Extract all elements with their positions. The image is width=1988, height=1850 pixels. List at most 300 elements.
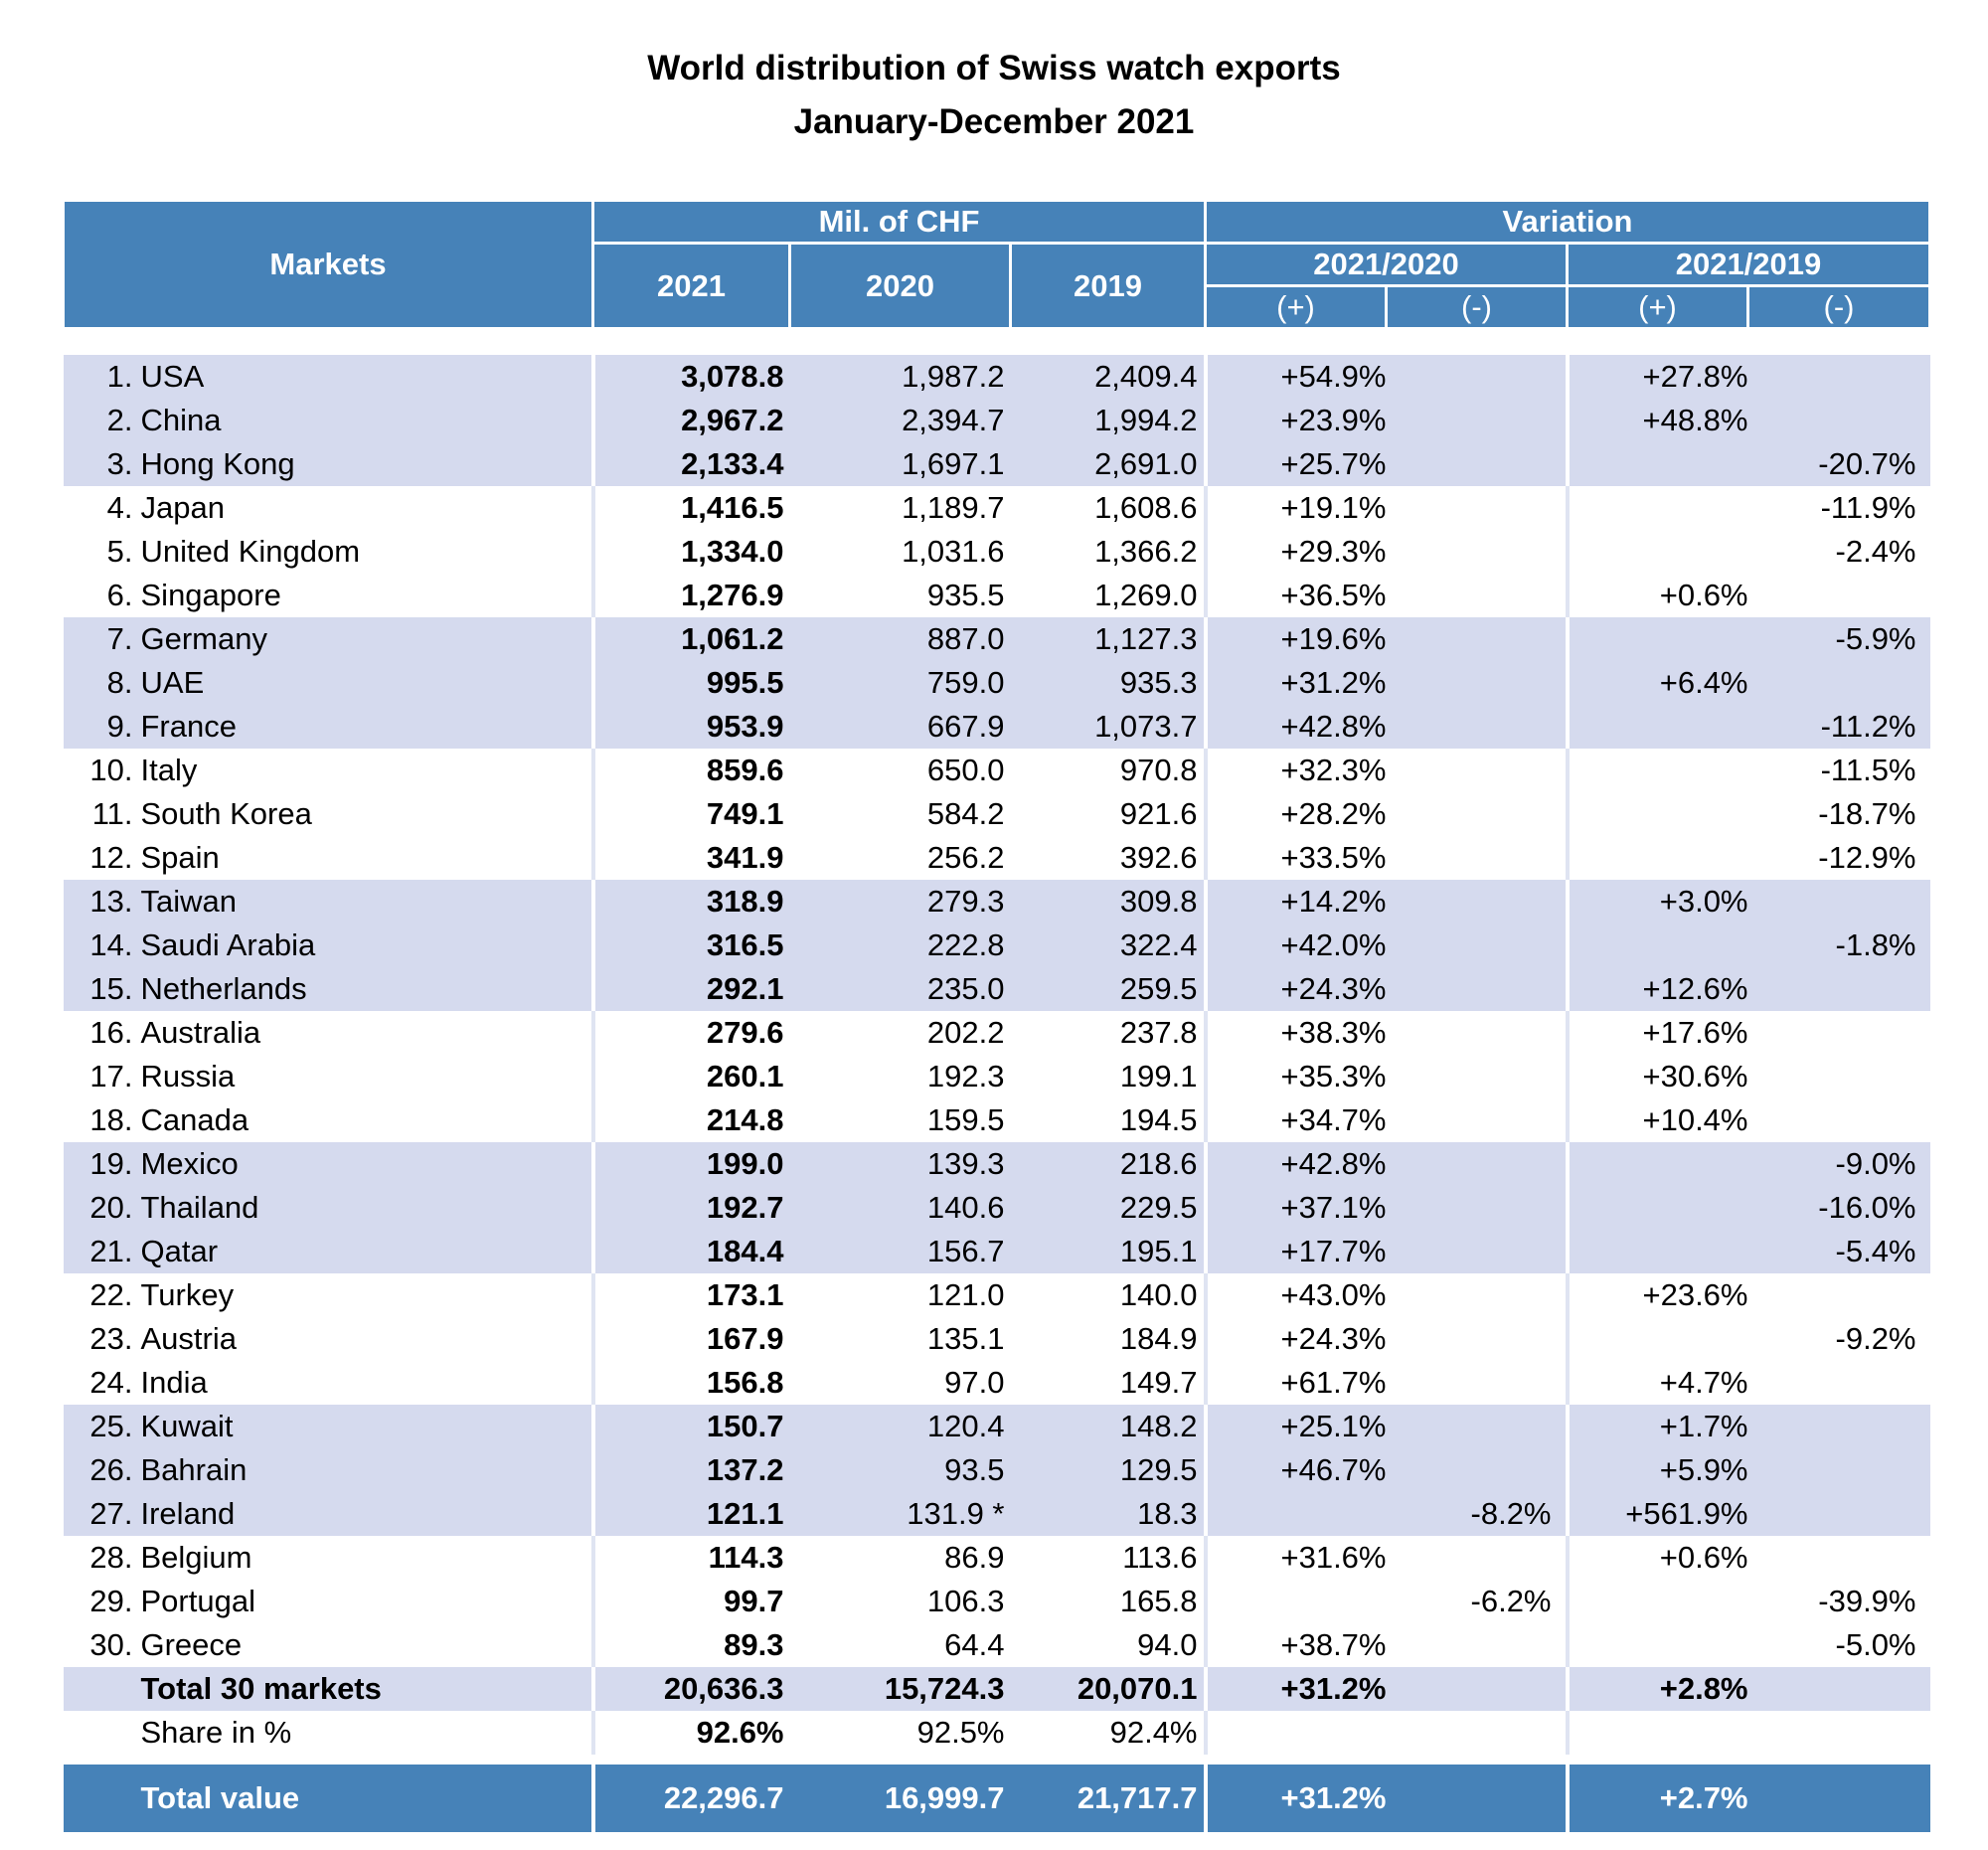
value-2020: 140.6: [790, 1186, 1011, 1230]
total-value-var-minus-2019: [1748, 1765, 1930, 1832]
table-row: [64, 836, 1930, 880]
table-row: [64, 1405, 1930, 1448]
value-2019: 140.0: [1119, 1277, 1198, 1312]
var-minus-2019: -9.0%: [1748, 1142, 1930, 1186]
var-minus-2019: [1748, 1098, 1930, 1142]
market-rank: 26.: [89, 1452, 133, 1487]
var-plus-2020: +32.3%: [1206, 749, 1387, 792]
var-minus-2019: -5.9%: [1748, 617, 1930, 661]
value-2019: 322.4: [1011, 924, 1206, 967]
market-name: Germany: [140, 621, 267, 656]
var-plus-2020: +17.7%: [1206, 1230, 1387, 1273]
table-row: [64, 1448, 1930, 1492]
total-30-var-plus-2020: +31.2%: [1206, 1667, 1387, 1711]
market-rank: 1.: [106, 359, 133, 394]
var-minus-2020: [1387, 1623, 1568, 1667]
var-minus-2019: -20.7%: [1748, 442, 1930, 486]
header-variation: Variation: [1206, 201, 1930, 244]
var-minus-2020: [1387, 749, 1568, 792]
table-row: [64, 530, 1930, 574]
var-plus-2019: [1568, 1580, 1748, 1623]
var-plus-2020: +31.6%: [1206, 1536, 1387, 1580]
var-minus-2020: [1387, 661, 1568, 705]
total-value-var-minus-2020: [1387, 1765, 1568, 1832]
var-minus-2020: [1387, 1186, 1568, 1230]
market-rank: 14.: [89, 927, 133, 962]
market-name: Hong Kong: [140, 446, 295, 481]
value-2020: 97.0: [944, 1365, 1005, 1400]
value-2019: 165.8: [1119, 1584, 1198, 1618]
market-name: Taiwan: [140, 884, 237, 919]
var-plus-2020: +25.1%: [1206, 1405, 1387, 1448]
var-plus-2020: +19.6%: [1206, 617, 1387, 661]
market-cell: [64, 1011, 593, 1055]
total-value-2020: 16,999.7: [790, 1765, 1011, 1832]
market-name: Thailand: [140, 1190, 259, 1225]
header-minus-2020: (-): [1387, 286, 1568, 329]
market-cell: [64, 749, 593, 792]
var-minus-2019: [1748, 1405, 1930, 1448]
table-row: [64, 661, 1930, 705]
var-minus-2019: -11.5%: [1820, 753, 1916, 787]
header-var-2021-2020: 2021/2020: [1206, 244, 1568, 286]
header-mil-chf: Mil. of CHF: [593, 201, 1206, 244]
value-2020: 279.3: [790, 880, 1011, 924]
value-2019: 18.3: [1011, 1492, 1206, 1536]
value-2021: 2,133.4: [593, 442, 790, 486]
value-2020: 1,189.7: [902, 490, 1005, 525]
market-name: China: [140, 403, 222, 437]
table-row: [64, 1230, 1930, 1273]
table-row: [64, 880, 1930, 924]
value-2021: 114.3: [593, 1536, 790, 1580]
var-plus-2019: [1568, 924, 1748, 967]
var-plus-2019: +30.6%: [1568, 1055, 1748, 1098]
table-row: [64, 442, 1930, 486]
market-cell: [64, 1580, 593, 1623]
var-plus-2020: +42.8%: [1206, 1142, 1387, 1186]
market-rank: 20.: [89, 1190, 133, 1225]
market-name: South Korea: [140, 796, 312, 831]
value-2020: 93.5: [790, 1448, 1011, 1492]
var-minus-2020: [1387, 1273, 1568, 1317]
market-rank: 15.: [89, 971, 133, 1006]
market-cell: [64, 1492, 593, 1536]
market-rank: 13.: [89, 884, 133, 919]
var-plus-2019: [1568, 1186, 1748, 1230]
table-row: [64, 617, 1930, 661]
market-rank: 25.: [89, 1409, 133, 1443]
var-minus-2020: [1387, 1142, 1568, 1186]
value-2020: 156.7: [790, 1230, 1011, 1273]
value-2019: 218.6: [1011, 1142, 1206, 1186]
var-minus-2020: -6.2%: [1470, 1584, 1552, 1618]
var-minus-2019: [1748, 355, 1930, 399]
table-row: [64, 705, 1930, 749]
var-minus-2019: [1748, 880, 1930, 924]
var-plus-2020: +42.8%: [1206, 705, 1387, 749]
var-plus-2020: +28.2%: [1206, 792, 1387, 836]
var-plus-2019: +17.6%: [1568, 1011, 1748, 1055]
table-row: [64, 1536, 1930, 1580]
table-row: [64, 1273, 1930, 1317]
total-30-2020: 15,724.3: [790, 1667, 1011, 1711]
value-2019: 148.2: [1011, 1405, 1206, 1448]
value-2021: 199.0: [593, 1142, 790, 1186]
share-row: [64, 1711, 1930, 1755]
total-30-2019: 20,070.1: [1011, 1667, 1206, 1711]
market-rank: 24.: [89, 1365, 133, 1400]
market-cell: [64, 1405, 593, 1448]
var-plus-2019: +4.7%: [1568, 1361, 1748, 1405]
var-plus-2020: +37.1%: [1206, 1186, 1387, 1230]
var-plus-2019: [1568, 749, 1748, 792]
share-2019: 92.4%: [1011, 1711, 1206, 1755]
value-2020: 759.0: [790, 661, 1011, 705]
market-name: Saudi Arabia: [140, 927, 316, 962]
var-minus-2019: -12.9%: [1818, 840, 1916, 875]
var-minus-2019: [1748, 574, 1930, 617]
var-plus-2020: +54.9%: [1206, 355, 1387, 399]
header-plus-2020: (+): [1206, 286, 1387, 329]
var-minus-2019: [1748, 1448, 1930, 1492]
market-cell: [64, 355, 593, 399]
value-2020: 86.9: [944, 1540, 1005, 1575]
market-name: Canada: [140, 1102, 249, 1137]
var-minus-2020: [1387, 442, 1568, 486]
var-plus-2020: +25.7%: [1206, 442, 1387, 486]
total-value-2021: 22,296.7: [593, 1765, 790, 1832]
value-2019: 970.8: [1119, 753, 1198, 787]
var-minus-2020: [1387, 1361, 1568, 1405]
var-minus-2019: -5.4%: [1748, 1230, 1930, 1273]
value-2020: 887.0: [790, 617, 1011, 661]
var-minus-2019: [1748, 1536, 1930, 1580]
var-minus-2019: [1748, 399, 1930, 442]
var-plus-2019: [1568, 1623, 1748, 1667]
market-rank: 21.: [89, 1234, 133, 1268]
table-row: [64, 486, 1930, 530]
var-minus-2019: -39.9%: [1818, 1584, 1916, 1618]
market-cell: [64, 1536, 593, 1580]
table-summary: [64, 1667, 1930, 1832]
value-2021: 1,061.2: [593, 617, 790, 661]
market-rank: 2.: [106, 403, 133, 437]
value-2020: 667.9: [790, 705, 1011, 749]
var-minus-2020: [1387, 1405, 1568, 1448]
share-cell: [64, 1711, 593, 1755]
market-cell: [64, 1317, 593, 1361]
market-rank: 11.: [91, 796, 133, 831]
value-2020: 120.4: [790, 1405, 1011, 1448]
header-2021: 2021: [593, 244, 790, 329]
var-minus-2019: -5.0%: [1835, 1627, 1916, 1662]
var-plus-2020: +43.0%: [1206, 1273, 1387, 1317]
market-rank: 5.: [106, 534, 133, 569]
market-name: USA: [140, 359, 205, 394]
value-2020: 139.3: [790, 1142, 1011, 1186]
total-30-row: [64, 1667, 1930, 1711]
table-row: [64, 924, 1930, 967]
header-var-2021-2019: 2021/2019: [1568, 244, 1930, 286]
var-minus-2020: [1387, 792, 1568, 836]
var-minus-2019: -11.9%: [1820, 490, 1916, 525]
market-rank: 6.: [106, 578, 133, 612]
var-minus-2020: [1387, 1536, 1568, 1580]
value-2021: 260.1: [593, 1055, 790, 1098]
total-value-label: Total value: [140, 1780, 300, 1815]
table-row: [64, 1492, 1930, 1536]
table-row: [64, 749, 1930, 792]
var-minus-2019: -18.7%: [1818, 796, 1916, 831]
var-plus-2020: +34.7%: [1206, 1098, 1387, 1142]
value-2019: 149.7: [1119, 1365, 1198, 1400]
var-plus-2020: +24.3%: [1206, 1317, 1387, 1361]
var-minus-2019: [1748, 1361, 1930, 1405]
var-minus-2019: [1748, 1492, 1930, 1536]
var-minus-2020: [1387, 705, 1568, 749]
var-plus-2019: +27.8%: [1568, 355, 1748, 399]
market-cell: [64, 442, 593, 486]
var-plus-2019: +48.8%: [1568, 399, 1748, 442]
market-name: Italy: [140, 753, 198, 787]
value-2021: 192.7: [593, 1186, 790, 1230]
total-30-label: Total 30 markets: [140, 1671, 382, 1706]
var-minus-2020: [1387, 880, 1568, 924]
value-2020: 192.3: [926, 1059, 1005, 1093]
value-2021: 173.1: [593, 1273, 790, 1317]
table-row: [64, 1361, 1930, 1405]
total-value-2019: 21,717.7: [1011, 1765, 1206, 1832]
value-2019: 1,608.6: [1094, 490, 1198, 525]
table-row: [64, 1055, 1930, 1098]
var-plus-2020: +42.0%: [1206, 924, 1387, 967]
market-name: Mexico: [140, 1146, 239, 1181]
var-plus-2019: +0.6%: [1568, 574, 1748, 617]
value-2019: 184.9: [1119, 1321, 1198, 1356]
value-2019: 195.1: [1011, 1230, 1206, 1273]
market-cell: [64, 1098, 593, 1142]
value-2020: 222.8: [790, 924, 1011, 967]
value-2021: 953.9: [593, 705, 790, 749]
var-minus-2020: [1387, 1055, 1568, 1098]
market-name: Netherlands: [140, 971, 307, 1006]
var-plus-2019: [1568, 486, 1748, 530]
var-plus-2019: [1568, 1317, 1748, 1361]
market-rank: 28.: [89, 1540, 133, 1575]
value-2020: 935.5: [926, 578, 1005, 612]
total-value-cell: [64, 1765, 593, 1832]
header-2020: 2020: [790, 244, 1011, 329]
value-2021: 341.9: [593, 836, 790, 880]
share-label: Share in %: [140, 1715, 292, 1750]
market-cell: [64, 1623, 593, 1667]
market-cell: [64, 399, 593, 442]
var-minus-2020: [1387, 617, 1568, 661]
var-minus-2019: -2.4%: [1835, 534, 1916, 569]
var-minus-2020: [1387, 1230, 1568, 1273]
market-rank: 27.: [89, 1496, 133, 1531]
market-name: Portugal: [140, 1584, 255, 1618]
table-row: [64, 1623, 1930, 1667]
share-var-minus-2020: [1387, 1711, 1568, 1755]
value-2021: 995.5: [593, 661, 790, 705]
market-cell: [64, 1055, 593, 1098]
header-markets: Markets: [64, 201, 593, 329]
value-2021: 184.4: [593, 1230, 790, 1273]
market-cell: [64, 617, 593, 661]
var-minus-2019: [1748, 1273, 1930, 1317]
var-plus-2019: [1568, 1230, 1748, 1273]
var-plus-2019: +6.4%: [1568, 661, 1748, 705]
market-name: Russia: [140, 1059, 236, 1093]
total-30-var-plus-2019: +2.8%: [1568, 1667, 1748, 1711]
var-minus-2019: [1748, 1055, 1930, 1098]
var-plus-2019: +5.9%: [1568, 1448, 1748, 1492]
var-plus-2019: +1.7%: [1568, 1405, 1748, 1448]
value-2021: 150.7: [593, 1405, 790, 1448]
market-cell: [64, 661, 593, 705]
market-name: Qatar: [140, 1234, 219, 1268]
market-rank: 12.: [89, 840, 133, 875]
value-2020: 256.2: [926, 840, 1005, 875]
value-2021: 2,967.2: [593, 399, 790, 442]
var-plus-2019: +0.6%: [1568, 1536, 1748, 1580]
value-2020: 584.2: [926, 796, 1005, 831]
value-2019: 1,269.0: [1094, 578, 1198, 612]
var-plus-2020: +38.3%: [1206, 1011, 1387, 1055]
var-plus-2020: +19.1%: [1206, 486, 1387, 530]
value-2020: 235.0: [790, 967, 1011, 1011]
value-2021: 1,334.0: [593, 530, 790, 574]
var-minus-2019: -1.8%: [1748, 924, 1930, 967]
market-rank: 30.: [89, 1627, 133, 1662]
value-2020: 1,697.1: [790, 442, 1011, 486]
var-minus-2020: [1387, 355, 1568, 399]
value-2021: 318.9: [593, 880, 790, 924]
var-minus-2020: [1387, 924, 1568, 967]
value-2020: 1,031.6: [902, 534, 1005, 569]
total-30-var-minus-2020: [1387, 1667, 1568, 1711]
share-2021: 92.6%: [593, 1711, 790, 1755]
value-2019: 94.0: [1137, 1627, 1198, 1662]
market-cell: [64, 836, 593, 880]
total-30-2021: 20,636.3: [593, 1667, 790, 1711]
table-row: [64, 1317, 1930, 1361]
var-plus-2019: +10.4%: [1568, 1098, 1748, 1142]
var-plus-2019: +12.6%: [1568, 967, 1748, 1011]
market-name: Belgium: [140, 1540, 252, 1575]
var-plus-2020: +36.5%: [1206, 574, 1387, 617]
market-name: Kuwait: [140, 1409, 234, 1443]
value-2020: 106.3: [926, 1584, 1005, 1618]
page-title: World distribution of Swiss watch exports: [647, 49, 1341, 87]
market-rank: 22.: [89, 1277, 133, 1312]
market-cell: [64, 1361, 593, 1405]
market-rank: 17.: [89, 1059, 133, 1093]
var-minus-2020: [1387, 1317, 1568, 1361]
market-name: Turkey: [140, 1277, 235, 1312]
market-rank: 19.: [89, 1146, 133, 1181]
market-cell: [64, 1230, 593, 1273]
market-name: Austria: [140, 1321, 237, 1356]
market-name: Australia: [140, 1015, 261, 1050]
market-name: Ireland: [140, 1496, 236, 1531]
share-var-plus-2019: [1568, 1711, 1748, 1755]
value-2021: 749.1: [593, 792, 790, 836]
value-2021: 1,276.9: [593, 574, 790, 617]
market-cell: [64, 530, 593, 574]
var-plus-2019: +3.0%: [1568, 880, 1748, 924]
header-2019: 2019: [1011, 244, 1206, 329]
value-2021: 99.7: [593, 1580, 790, 1623]
exports-table: [62, 199, 1931, 1832]
var-minus-2020: [1387, 530, 1568, 574]
var-plus-2020: +35.3%: [1206, 1055, 1387, 1098]
page-subtitle: January-December 2021: [793, 102, 1195, 141]
market-name: Bahrain: [140, 1452, 248, 1487]
market-cell: [64, 1142, 593, 1186]
value-2019: 2,691.0: [1011, 442, 1206, 486]
var-plus-2020: +31.2%: [1206, 661, 1387, 705]
value-2019: 237.8: [1119, 1015, 1198, 1050]
var-plus-2019: [1568, 836, 1748, 880]
value-2021: 89.3: [593, 1623, 790, 1667]
table-row: [64, 1011, 1930, 1055]
value-2019: 392.6: [1119, 840, 1198, 875]
var-minus-2020: [1387, 1448, 1568, 1492]
market-name: Spain: [140, 840, 220, 875]
var-minus-2019: -11.2%: [1748, 705, 1930, 749]
value-2019: 309.8: [1011, 880, 1206, 924]
var-minus-2020: -8.2%: [1387, 1492, 1568, 1536]
table-header: [64, 201, 1930, 329]
market-cell: [64, 880, 593, 924]
var-minus-2020: [1387, 836, 1568, 880]
market-name: India: [140, 1365, 208, 1400]
market-cell: [64, 924, 593, 967]
var-minus-2020: [1387, 1098, 1568, 1142]
header-plus-2019: (+): [1568, 286, 1748, 329]
share-var-minus-2019: [1748, 1711, 1930, 1755]
market-rank: 4.: [106, 490, 133, 525]
total-value-row: [64, 1765, 1930, 1832]
var-plus-2020: +33.5%: [1206, 836, 1387, 880]
var-minus-2020: [1387, 486, 1568, 530]
table-body: [64, 329, 1930, 1668]
var-plus-2020: [1206, 1580, 1387, 1623]
var-minus-2019: -16.0%: [1748, 1186, 1930, 1230]
var-plus-2020: +24.3%: [1206, 967, 1387, 1011]
title-block: [0, 42, 1988, 149]
var-plus-2019: +23.6%: [1568, 1273, 1748, 1317]
value-2020: 650.0: [926, 753, 1005, 787]
table-row: [64, 967, 1930, 1011]
value-2019: 113.6: [1122, 1540, 1198, 1575]
table-row: [64, 1186, 1930, 1230]
value-2021: 1,416.5: [593, 486, 790, 530]
market-name: UAE: [140, 665, 205, 700]
value-2019: 1,994.2: [1011, 399, 1206, 442]
share-2020: 92.5%: [790, 1711, 1011, 1755]
total-value-var-plus-2019: +2.7%: [1568, 1765, 1748, 1832]
market-cell: [64, 1273, 593, 1317]
market-name: United Kingdom: [140, 534, 361, 569]
value-2019: 259.5: [1011, 967, 1206, 1011]
var-plus-2020: +61.7%: [1206, 1361, 1387, 1405]
var-plus-2020: +38.7%: [1206, 1623, 1387, 1667]
value-2020: 2,394.7: [790, 399, 1011, 442]
